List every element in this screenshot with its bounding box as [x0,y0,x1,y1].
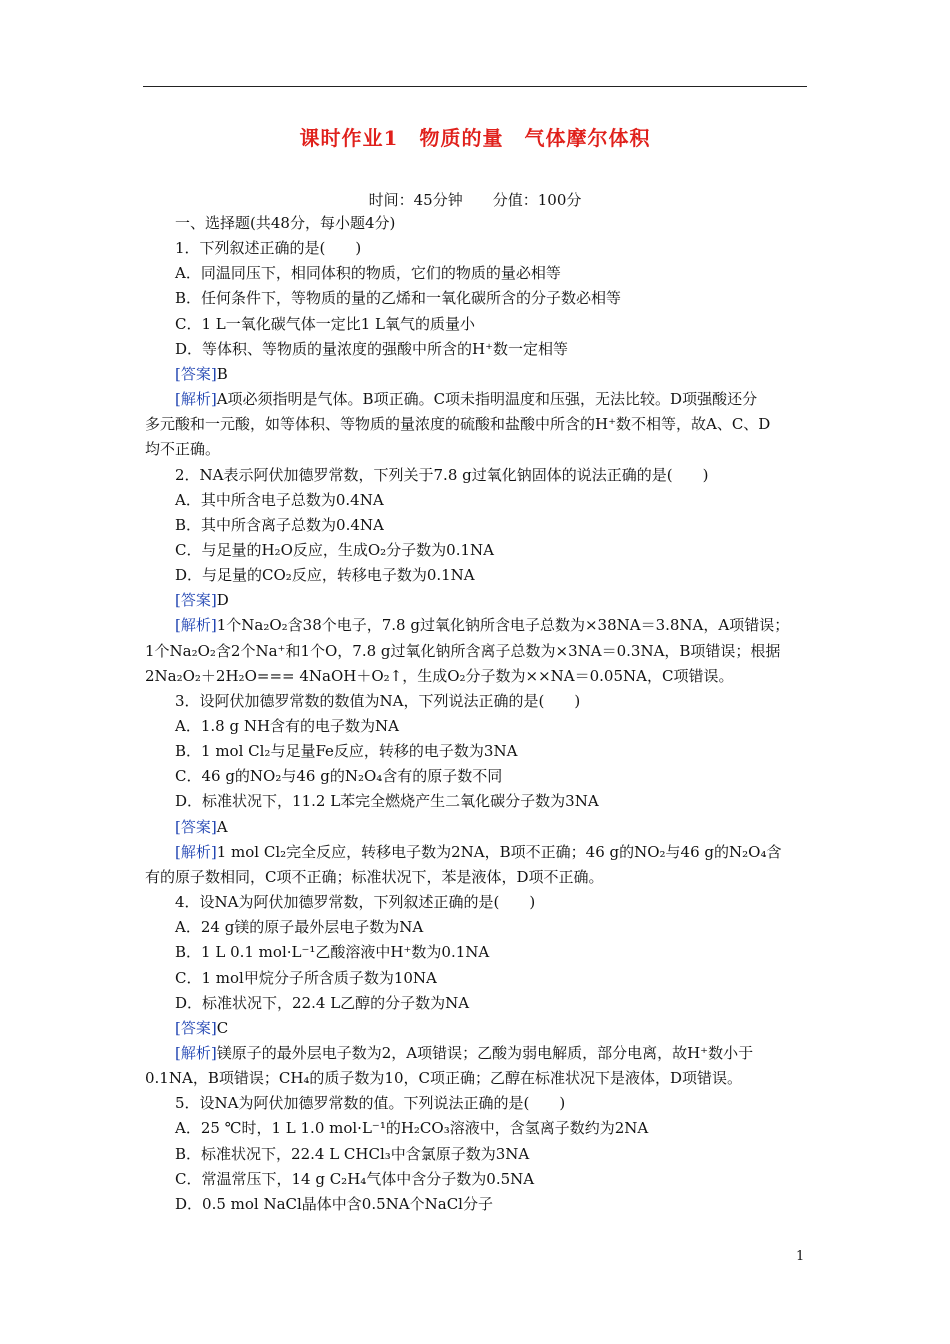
analysis-line: 0.1NA，B项错误；CH₄的质子数为10，C项正确；乙醇在标准状况下是液体，D项错误。 [145,1069,743,1088]
analysis-tag: [解析] [175,1043,217,1062]
analysis-line: 2Na₂O₂＋2H₂O=== 4NaOH＋O₂↑，生成O₂分子数为××NA＝0.05NA，C项错误。 [145,666,734,685]
analysis-line: 有的原子数相同，C项不正确；标准状况下，苯是液体，D项不正确。 [145,867,604,886]
page-title: 课时作业1 物质的量 气体摩尔体积 [299,126,651,150]
question-option: B．1 mol Cl₂与足量Fe反应，转移的电子数为3NA [175,742,518,761]
question-stem: 5．设NA为阿伏加德罗常数的值。下列说法正确的是( ) [175,1094,566,1113]
page-number: 1 [796,1249,805,1264]
question-stem: 3．设阿伏加德罗常数的数值为NA，下列说法正确的是( ) [175,691,581,710]
question-option: C．1 mol甲烷分子所含质子数为10NA [175,968,437,987]
question-stem: 2．NA表示阿伏加德罗常数，下列关于7.8 g过氧化钠固体的说法正确的是( ) [175,465,709,484]
question-option: B．1 L 0.1 mol·L⁻¹乙酸溶液中H⁺数为0.1NA [175,943,490,962]
question-option: C．1 L一氧化碳气体一定比1 L氧气的质量小 [175,314,476,333]
analysis-line: 多元酸和一元酸，如等体积、等物质的量浓度的硫酸和盐酸中所含的H⁺数不相等，故A、C、D [145,415,771,434]
analysis-text: 1 mol Cl₂完全反应，转移电子数为2NA，B项不正确；46 g的NO₂与46 g的N₂O₄含 [216,842,782,861]
analysis-line [145,388,845,413]
answer-value: A [216,817,228,836]
answer-tag: [答案] [175,1018,217,1037]
answer-tag: [答案] [175,817,217,836]
question-option: D．等体积、等物质的量浓度的强酸中所含的H⁺数一定相等 [175,339,569,358]
exam-meta: 时间：45分钟 分值：100分 [368,191,582,209]
analysis-line [145,841,845,866]
answer-tag: [答案] [175,591,217,610]
question-option: D．标准状况下，11.2 L苯完全燃烧产生二氧化碳分子数为3NA [175,792,599,811]
question-option: A．25 ℃时，1 L 1.0 mol·L⁻¹的H₂CO₃溶液中，含氢离子数约为2NA [175,1119,649,1138]
analysis-tag: [解析] [175,842,217,861]
question-stem: 1．下列叙述正确的是( ) [175,239,362,258]
answer-value: C [216,1018,229,1037]
analysis-text: 镁原子的最外层电子数为2，A项错误；乙酸为弱电解质，部分电离，故H⁺数小于 [216,1043,754,1062]
analysis-tag: [解析] [175,390,217,409]
question-option: C．46 g的NO₂与46 g的N₂O₄含有的原子数不同 [175,767,503,786]
answer-value: B [216,364,228,383]
question-option: C．与足量的H₂O反应，生成O₂分子数为0.1NA [175,540,494,559]
analysis-text: A项必须指明是气体。B项正确。C项未指明温度和压强，无法比较。D项强酸还分 [216,390,758,409]
analysis-line [145,1042,845,1067]
answer-tag: [答案] [175,364,217,383]
question-option: D．标准状况下，22.4 L乙醇的分子数为NA [175,993,470,1012]
question-stem: 4．设NA为阿伏加德罗常数，下列叙述正确的是( ) [175,893,536,912]
question-option: B．标准状况下，22.4 L CHCl₃中含氯原子数为3NA [175,1144,530,1163]
answer-line [145,363,845,388]
answer-line [145,589,845,614]
question-option: A．24 g镁的原子最外层电子数为NA [175,918,424,937]
question-option: C．常温常压下，14 g C₂H₄气体中含分子数为0.5NA [175,1169,535,1188]
question-option: D．与足量的CO₂反应，转移电子数为0.1NA [175,566,475,585]
question-option: D．0.5 mol NaCl晶体中含0.5NA个NaCl分子 [175,1194,493,1213]
analysis-text: 1个Na₂O₂含38个电子，7.8 g过氧化钠所含电子总数为×38NA＝3.8NA，A项错误； [216,616,790,635]
question-option: A．同温同压下，相同体积的物质，它们的物质的量必相等 [175,264,561,283]
answer-line [145,816,845,841]
question-option: A．1.8 g NH含有的电子数为NA [175,717,399,735]
analysis-line [145,614,845,639]
analysis-line: 均不正确。 [145,440,221,459]
answer-line [145,1017,845,1042]
analysis-line: 1个Na₂O₂含2个Na⁺和1个O，7.8 g过氧化钠所含离子总数为×3NA＝0.3NA，B项错误；根据 [145,641,781,660]
question-option: A．其中所含电子总数为0.4NA [175,490,384,509]
question-option: B．任何条件下，等物质的量的乙烯和一氧化碳所含的分子数必相等 [175,289,622,308]
header-rule [143,86,807,87]
analysis-tag: [解析] [175,616,217,635]
answer-value: D [216,591,229,610]
question-option: B．其中所含离子总数为0.4NA [175,515,384,534]
section-heading: 一、选择题(共48分，每小题4分) [175,214,396,232]
